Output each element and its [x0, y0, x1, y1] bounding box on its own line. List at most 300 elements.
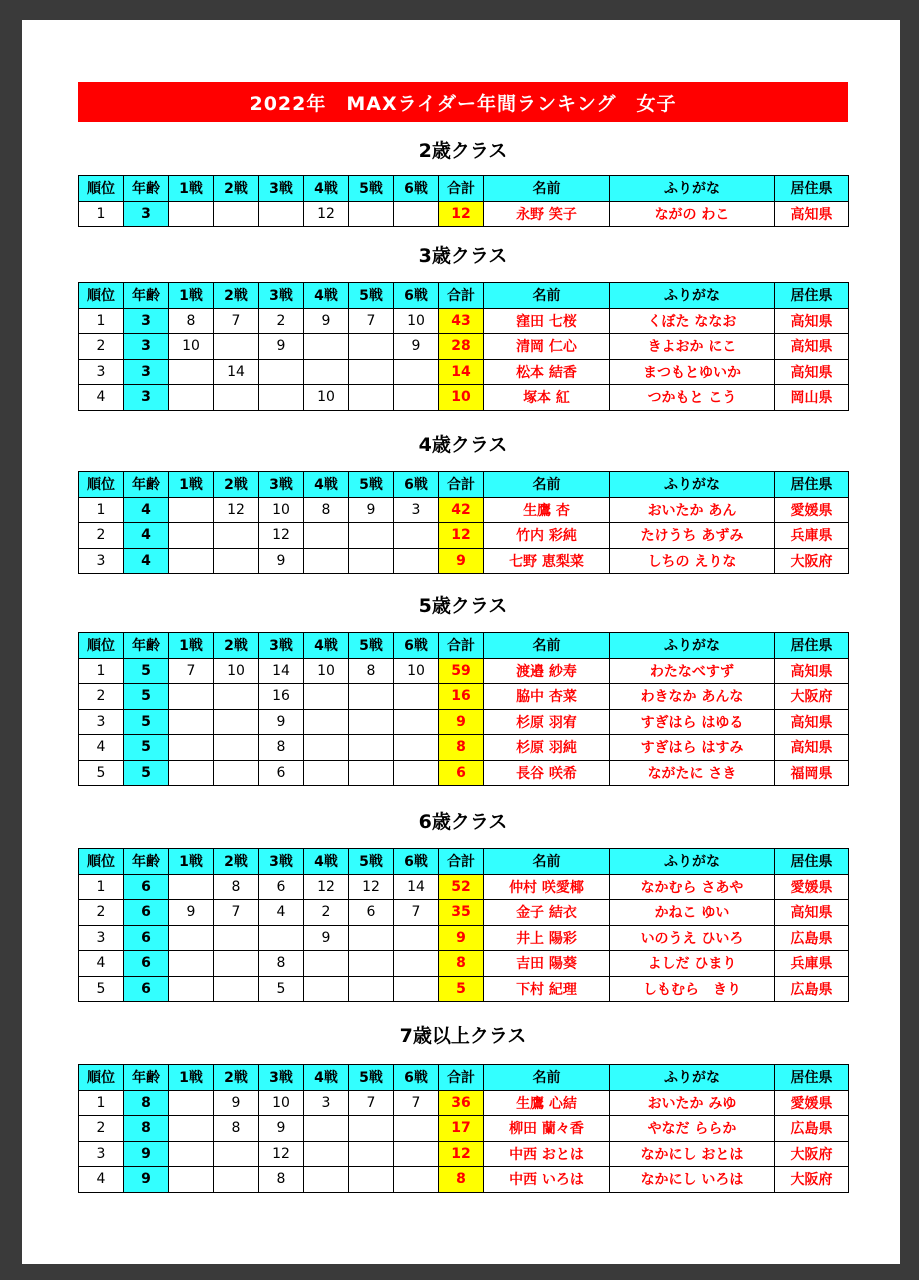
cell-total: 16 — [439, 684, 484, 710]
cell-race-5 — [349, 385, 394, 411]
header-race-3: 3戦 — [259, 176, 304, 202]
header-race-6: 6戦 — [394, 633, 439, 659]
cell-rank: 4 — [79, 385, 124, 411]
cell-total: 17 — [439, 1116, 484, 1142]
table-row — [79, 548, 849, 574]
cell-race-4 — [304, 1141, 349, 1167]
cell-total: 35 — [439, 900, 484, 926]
header-race-1: 1戦 — [169, 176, 214, 202]
cell-total: 9 — [439, 548, 484, 574]
table-row — [79, 359, 849, 385]
cell-rank: 2 — [79, 334, 124, 360]
cell-race-5 — [349, 1167, 394, 1193]
cell-race-2 — [214, 684, 259, 710]
header-age: 年齢 — [124, 283, 169, 309]
header-race-3: 3戦 — [259, 283, 304, 309]
cell-total: 9 — [439, 925, 484, 951]
header-race-2: 2戦 — [214, 283, 259, 309]
cell-name: 竹内 彩純 — [484, 523, 610, 549]
cell-name: 生鷹 心結 — [484, 1090, 610, 1116]
cell-race-5 — [349, 951, 394, 977]
cell-total: 8 — [439, 735, 484, 761]
cell-race-2 — [214, 1141, 259, 1167]
cell-name: 脇中 杏菜 — [484, 684, 610, 710]
cell-age: 8 — [124, 1090, 169, 1116]
cell-race-1 — [169, 925, 214, 951]
cell-race-3: 10 — [259, 497, 304, 523]
cell-race-5 — [349, 760, 394, 786]
cell-prefecture: 高知県 — [775, 658, 849, 684]
cell-race-2 — [214, 548, 259, 574]
header-race-3: 3戦 — [259, 1065, 304, 1091]
header-race-4: 4戦 — [304, 633, 349, 659]
cell-race-4: 3 — [304, 1090, 349, 1116]
table-row — [79, 709, 849, 735]
cell-race-3 — [259, 385, 304, 411]
section-title: 4歳クラス — [418, 434, 508, 456]
header-name: 名前 — [484, 176, 610, 202]
cell-prefecture: 愛媛県 — [775, 1090, 849, 1116]
cell-rank: 4 — [79, 735, 124, 761]
cell-rank: 2 — [79, 523, 124, 549]
table-header-row — [79, 1065, 849, 1091]
ranking-title: 2022年 MAXライダー年間ランキング 女子 — [249, 92, 677, 115]
header-race-2: 2戦 — [214, 472, 259, 498]
cell-race-6: 9 — [394, 334, 439, 360]
cell-prefecture: 大阪府 — [775, 684, 849, 710]
cell-race-6: 14 — [394, 874, 439, 900]
cell-total: 12 — [439, 201, 484, 227]
cell-total: 36 — [439, 1090, 484, 1116]
cell-total: 8 — [439, 951, 484, 977]
cell-race-2 — [214, 976, 259, 1002]
cell-race-6 — [394, 523, 439, 549]
cell-race-3: 9 — [259, 548, 304, 574]
cell-race-4 — [304, 951, 349, 977]
cell-race-2 — [214, 760, 259, 786]
cell-rank: 2 — [79, 684, 124, 710]
cell-furigana: ながの わこ — [610, 201, 775, 227]
table-row — [79, 658, 849, 684]
cell-race-1 — [169, 760, 214, 786]
header-race-2: 2戦 — [214, 633, 259, 659]
cell-race-6 — [394, 735, 439, 761]
cell-furigana: なかにし おとは — [610, 1141, 775, 1167]
table-row — [79, 951, 849, 977]
cell-race-2 — [214, 385, 259, 411]
cell-race-1 — [169, 497, 214, 523]
cell-race-1 — [169, 951, 214, 977]
table-row — [79, 925, 849, 951]
cell-race-1 — [169, 1141, 214, 1167]
cell-rank: 3 — [79, 359, 124, 385]
cell-race-5 — [349, 523, 394, 549]
cell-prefecture: 兵庫県 — [775, 523, 849, 549]
cell-race-5 — [349, 976, 394, 1002]
header-name: 名前 — [484, 1065, 610, 1091]
cell-race-3: 6 — [259, 874, 304, 900]
cell-race-6: 7 — [394, 1090, 439, 1116]
header-race-1: 1戦 — [169, 1065, 214, 1091]
cell-race-3: 4 — [259, 900, 304, 926]
cell-furigana: わきなか あんな — [610, 684, 775, 710]
header-furigana: ふりがな — [610, 849, 775, 875]
header-furigana: ふりがな — [610, 1065, 775, 1091]
cell-age: 6 — [124, 925, 169, 951]
cell-race-1 — [169, 359, 214, 385]
cell-total: 10 — [439, 385, 484, 411]
ranking-table — [78, 1064, 849, 1193]
cell-name: 吉田 陽葵 — [484, 951, 610, 977]
cell-race-5 — [349, 359, 394, 385]
cell-race-4 — [304, 760, 349, 786]
cell-race-3: 12 — [259, 1141, 304, 1167]
cell-race-3: 10 — [259, 1090, 304, 1116]
cell-age: 5 — [124, 709, 169, 735]
cell-total: 12 — [439, 1141, 484, 1167]
cell-age: 5 — [124, 760, 169, 786]
cell-age: 4 — [124, 523, 169, 549]
header-total: 合計 — [439, 283, 484, 309]
cell-name: 七野 恵梨菜 — [484, 548, 610, 574]
header-age: 年齢 — [124, 472, 169, 498]
header-race-4: 4戦 — [304, 1065, 349, 1091]
ranking-table — [78, 282, 849, 411]
cell-age: 4 — [124, 548, 169, 574]
cell-race-1 — [169, 201, 214, 227]
cell-furigana: かねこ ゆい — [610, 900, 775, 926]
table-row — [79, 1116, 849, 1142]
cell-race-3 — [259, 925, 304, 951]
cell-race-1: 9 — [169, 900, 214, 926]
cell-furigana: しもむら きり — [610, 976, 775, 1002]
cell-age: 6 — [124, 900, 169, 926]
cell-race-2 — [214, 735, 259, 761]
cell-race-1: 10 — [169, 334, 214, 360]
cell-prefecture: 愛媛県 — [775, 874, 849, 900]
cell-race-1 — [169, 709, 214, 735]
cell-race-5: 7 — [349, 1090, 394, 1116]
cell-name: 杉原 羽純 — [484, 735, 610, 761]
cell-total: 28 — [439, 334, 484, 360]
cell-rank: 4 — [79, 1167, 124, 1193]
cell-total: 12 — [439, 523, 484, 549]
header-race-5: 5戦 — [349, 283, 394, 309]
cell-furigana: きよおか にこ — [610, 334, 775, 360]
cell-race-2 — [214, 523, 259, 549]
header-age: 年齢 — [124, 633, 169, 659]
header-rank: 順位 — [79, 633, 124, 659]
table-header-row — [79, 176, 849, 202]
cell-rank: 2 — [79, 1116, 124, 1142]
cell-name: 清岡 仁心 — [484, 334, 610, 360]
cell-total: 6 — [439, 760, 484, 786]
cell-age: 6 — [124, 951, 169, 977]
cell-rank: 1 — [79, 658, 124, 684]
cell-race-1 — [169, 1090, 214, 1116]
cell-race-5 — [349, 735, 394, 761]
cell-race-2: 9 — [214, 1090, 259, 1116]
header-race-1: 1戦 — [169, 283, 214, 309]
header-race-3: 3戦 — [259, 472, 304, 498]
header-rank: 順位 — [79, 472, 124, 498]
section-title: 7歳以上クラス — [399, 1025, 527, 1047]
cell-age: 3 — [124, 385, 169, 411]
cell-race-5: 6 — [349, 900, 394, 926]
cell-furigana: なかむら さあや — [610, 874, 775, 900]
cell-race-5 — [349, 201, 394, 227]
cell-name: 中西 いろは — [484, 1167, 610, 1193]
cell-race-2: 7 — [214, 308, 259, 334]
cell-age: 3 — [124, 308, 169, 334]
cell-name: 柳田 蘭々香 — [484, 1116, 610, 1142]
cell-total: 52 — [439, 874, 484, 900]
table-header-row — [79, 633, 849, 659]
cell-rank: 3 — [79, 548, 124, 574]
cell-race-4: 9 — [304, 308, 349, 334]
cell-rank: 1 — [79, 201, 124, 227]
cell-race-4: 12 — [304, 874, 349, 900]
header-total: 合計 — [439, 633, 484, 659]
header-name: 名前 — [484, 472, 610, 498]
header-rank: 順位 — [79, 849, 124, 875]
section-title: 2歳クラス — [418, 140, 508, 162]
cell-race-6: 10 — [394, 658, 439, 684]
cell-name: 長谷 咲希 — [484, 760, 610, 786]
cell-race-3: 14 — [259, 658, 304, 684]
cell-name: 窪田 七桜 — [484, 308, 610, 334]
cell-race-2 — [214, 709, 259, 735]
cell-prefecture: 岡山県 — [775, 385, 849, 411]
cell-race-4: 8 — [304, 497, 349, 523]
cell-furigana: しちの えりな — [610, 548, 775, 574]
cell-race-3: 6 — [259, 760, 304, 786]
header-race-5: 5戦 — [349, 472, 394, 498]
cell-race-2: 10 — [214, 658, 259, 684]
cell-rank: 3 — [79, 925, 124, 951]
cell-race-5 — [349, 548, 394, 574]
cell-name: 仲村 咲愛椰 — [484, 874, 610, 900]
header-race-2: 2戦 — [214, 176, 259, 202]
cell-prefecture: 兵庫県 — [775, 951, 849, 977]
cell-race-6 — [394, 201, 439, 227]
header-race-6: 6戦 — [394, 176, 439, 202]
ranking-table — [78, 848, 849, 1002]
cell-furigana: つかもと こう — [610, 385, 775, 411]
cell-furigana: ながたに さき — [610, 760, 775, 786]
cell-total: 14 — [439, 359, 484, 385]
header-race-2: 2戦 — [214, 1065, 259, 1091]
cell-race-2 — [214, 925, 259, 951]
cell-total: 43 — [439, 308, 484, 334]
cell-prefecture: 高知県 — [775, 359, 849, 385]
cell-race-6 — [394, 709, 439, 735]
cell-race-4 — [304, 334, 349, 360]
cell-furigana: まつもとゆいか — [610, 359, 775, 385]
cell-race-1 — [169, 1167, 214, 1193]
cell-race-4: 2 — [304, 900, 349, 926]
header-rank: 順位 — [79, 1065, 124, 1091]
table-row — [79, 523, 849, 549]
cell-furigana: くぼた ななお — [610, 308, 775, 334]
cell-race-5 — [349, 925, 394, 951]
header-age: 年齢 — [124, 849, 169, 875]
cell-race-2: 14 — [214, 359, 259, 385]
cell-race-4 — [304, 976, 349, 1002]
cell-prefecture: 大阪府 — [775, 548, 849, 574]
cell-race-6: 3 — [394, 497, 439, 523]
cell-total: 42 — [439, 497, 484, 523]
cell-age: 6 — [124, 976, 169, 1002]
cell-race-3 — [259, 201, 304, 227]
cell-race-2 — [214, 201, 259, 227]
cell-race-4 — [304, 684, 349, 710]
cell-rank: 2 — [79, 900, 124, 926]
cell-prefecture: 広島県 — [775, 925, 849, 951]
header-race-5: 5戦 — [349, 849, 394, 875]
table-header-row — [79, 472, 849, 498]
cell-furigana: やなだ ららか — [610, 1116, 775, 1142]
header-race-4: 4戦 — [304, 176, 349, 202]
cell-name: 中西 おとは — [484, 1141, 610, 1167]
cell-prefecture: 広島県 — [775, 976, 849, 1002]
header-race-5: 5戦 — [349, 1065, 394, 1091]
cell-race-2: 8 — [214, 874, 259, 900]
cell-race-5 — [349, 334, 394, 360]
header-total: 合計 — [439, 849, 484, 875]
section-title: 3歳クラス — [418, 245, 508, 267]
header-race-6: 6戦 — [394, 1065, 439, 1091]
cell-race-6: 7 — [394, 900, 439, 926]
cell-race-2: 12 — [214, 497, 259, 523]
table-row — [79, 684, 849, 710]
cell-prefecture: 高知県 — [775, 201, 849, 227]
cell-race-4 — [304, 735, 349, 761]
cell-rank: 4 — [79, 951, 124, 977]
cell-age: 8 — [124, 1116, 169, 1142]
header-name: 名前 — [484, 633, 610, 659]
cell-race-1 — [169, 684, 214, 710]
header-furigana: ふりがな — [610, 633, 775, 659]
cell-race-3: 8 — [259, 951, 304, 977]
cell-race-3: 9 — [259, 709, 304, 735]
ranking-table — [78, 632, 849, 786]
header-race-6: 6戦 — [394, 472, 439, 498]
header-age: 年齢 — [124, 176, 169, 202]
cell-race-4: 10 — [304, 385, 349, 411]
header-prefecture: 居住県 — [775, 633, 849, 659]
cell-race-1 — [169, 523, 214, 549]
cell-race-6 — [394, 359, 439, 385]
cell-race-2 — [214, 334, 259, 360]
cell-race-5: 9 — [349, 497, 394, 523]
cell-race-4 — [304, 1116, 349, 1142]
cell-race-4 — [304, 709, 349, 735]
cell-prefecture: 広島県 — [775, 1116, 849, 1142]
cell-race-4 — [304, 548, 349, 574]
cell-name: 塚本 紅 — [484, 385, 610, 411]
cell-race-1 — [169, 385, 214, 411]
table-header-row — [79, 849, 849, 875]
cell-prefecture: 大阪府 — [775, 1141, 849, 1167]
cell-race-5: 8 — [349, 658, 394, 684]
cell-furigana: おいたか みゆ — [610, 1090, 775, 1116]
cell-total: 5 — [439, 976, 484, 1002]
header-furigana: ふりがな — [610, 283, 775, 309]
cell-race-2 — [214, 1167, 259, 1193]
ranking-title-banner — [78, 82, 848, 122]
header-rank: 順位 — [79, 176, 124, 202]
cell-name: 生鷹 杏 — [484, 497, 610, 523]
cell-race-6 — [394, 951, 439, 977]
header-race-6: 6戦 — [394, 283, 439, 309]
cell-furigana: わたなべすず — [610, 658, 775, 684]
cell-furigana: おいたか あん — [610, 497, 775, 523]
cell-name: 杉原 羽宥 — [484, 709, 610, 735]
header-name: 名前 — [484, 283, 610, 309]
table-row — [79, 1167, 849, 1193]
table-row — [79, 976, 849, 1002]
cell-prefecture: 高知県 — [775, 334, 849, 360]
cell-race-1 — [169, 548, 214, 574]
cell-race-5 — [349, 1141, 394, 1167]
ranking-table — [78, 175, 849, 227]
header-prefecture: 居住県 — [775, 849, 849, 875]
cell-age: 5 — [124, 735, 169, 761]
cell-age: 4 — [124, 497, 169, 523]
table-row — [79, 201, 849, 227]
header-prefecture: 居住県 — [775, 1065, 849, 1091]
cell-race-3: 12 — [259, 523, 304, 549]
table-row — [79, 385, 849, 411]
header-race-1: 1戦 — [169, 633, 214, 659]
cell-rank: 5 — [79, 976, 124, 1002]
cell-race-3: 9 — [259, 1116, 304, 1142]
header-race-4: 4戦 — [304, 283, 349, 309]
header-race-2: 2戦 — [214, 849, 259, 875]
cell-rank: 1 — [79, 1090, 124, 1116]
cell-race-4 — [304, 523, 349, 549]
cell-race-1: 7 — [169, 658, 214, 684]
cell-prefecture: 大阪府 — [775, 1167, 849, 1193]
cell-race-6 — [394, 925, 439, 951]
cell-age: 5 — [124, 684, 169, 710]
header-race-5: 5戦 — [349, 633, 394, 659]
cell-rank: 1 — [79, 308, 124, 334]
table-row — [79, 874, 849, 900]
cell-name: 渡邉 紗寿 — [484, 658, 610, 684]
cell-race-5: 12 — [349, 874, 394, 900]
cell-race-5 — [349, 709, 394, 735]
cell-age: 3 — [124, 334, 169, 360]
cell-rank: 1 — [79, 874, 124, 900]
cell-age: 3 — [124, 201, 169, 227]
table-row — [79, 735, 849, 761]
cell-age: 6 — [124, 874, 169, 900]
cell-furigana: すぎはら はゆる — [610, 709, 775, 735]
header-race-4: 4戦 — [304, 849, 349, 875]
header-race-3: 3戦 — [259, 849, 304, 875]
cell-race-4 — [304, 1167, 349, 1193]
cell-rank: 3 — [79, 1141, 124, 1167]
cell-prefecture: 高知県 — [775, 709, 849, 735]
header-rank: 順位 — [79, 283, 124, 309]
header-prefecture: 居住県 — [775, 283, 849, 309]
section-title: 5歳クラス — [418, 595, 508, 617]
cell-furigana: なかにし いろは — [610, 1167, 775, 1193]
header-name: 名前 — [484, 849, 610, 875]
cell-race-6 — [394, 385, 439, 411]
